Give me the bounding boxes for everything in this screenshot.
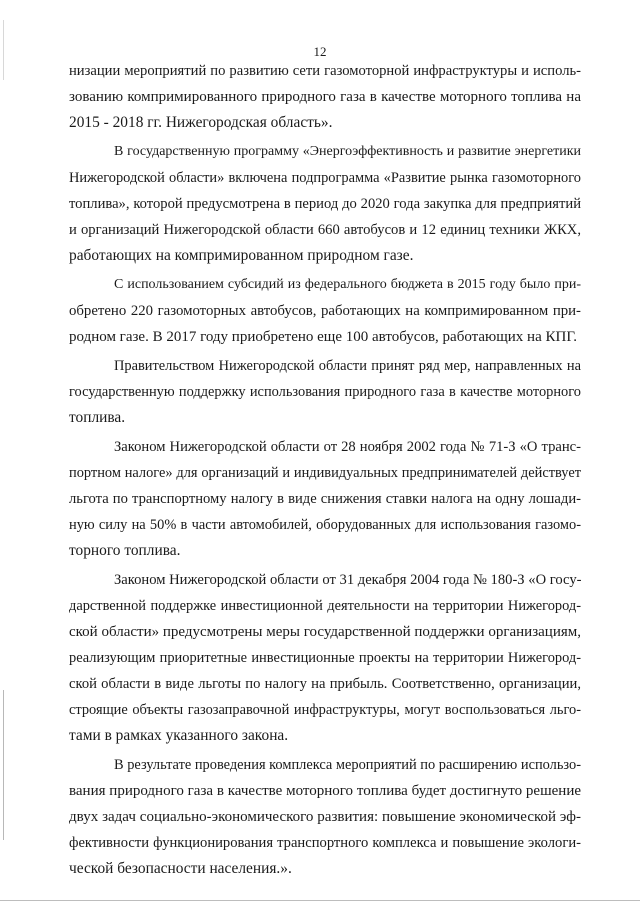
- text-line: зованию компримированного природного газа в качестве моторного топлива на: [69, 89, 581, 105]
- text-line: топлива.: [69, 409, 126, 426]
- text-line: двух задач социально-экономического развития: повышение экономической эф-: [69, 809, 581, 825]
- text-line: ную силу на 50% в части автомобилей, оборудованных для использования газомо-: [69, 517, 581, 533]
- text-line: Правительством Нижегородской области принят ряд мер, направленных на: [114, 358, 581, 374]
- text-line: Нижегородской области» включена подпрограмма «Развитие рынка газомоторного: [69, 170, 581, 186]
- text-line: С использованием субсидий из федерального бюджета в 2015 году было при-: [114, 277, 581, 292]
- paragraph-3: [69, 272, 581, 350]
- page-number: 12: [313, 44, 327, 59]
- text-line: ской области» предусмотрены меры государственной поддержки организациям,: [69, 624, 581, 640]
- text-line: государственную поддержку использования природного газа в качестве моторного: [69, 384, 581, 400]
- text-line: В результате проведения комплекса мероприятий по расширению использо-: [114, 757, 582, 773]
- paragraph-5: [69, 434, 581, 564]
- page-bottom-edge: [0, 900, 640, 901]
- text-line: тами в рамках указанного закона.: [69, 727, 289, 744]
- text-line: работающих на компримированном природном газе.: [69, 247, 414, 264]
- text-line: портном налоге» для организаций и индивидуальных предпринимателей действует: [69, 465, 581, 481]
- text-line: Законом Нижегородской области от 28 ноября 2002 года № 71-З «О транс-: [114, 439, 581, 455]
- text-line: фективности функционирования транспортного комплекса и повышение экологи-: [69, 835, 581, 851]
- paragraph-4: [69, 353, 581, 431]
- paragraph-7: [69, 752, 581, 882]
- text-line: обретено 220 газомоторных автобусов, работающих на компримированном при-: [69, 303, 581, 319]
- text-line: реализующим приоритетные инвестиционные проекты на территории Нижегород-: [69, 650, 581, 666]
- text-line: и организаций Нижегородской области 660 автобусов и 12 единиц техники ЖКХ,: [69, 222, 581, 238]
- text-line: В государственную программу «Энергоэффективность и развитие энергетики: [114, 144, 581, 159]
- text-line: вания природного газа в качестве моторного топлива будет достигнуто решение: [69, 783, 581, 799]
- scan-edge-mark: [3, 690, 4, 840]
- text-line: Законом Нижегородской области от 31 декабря 2004 года № 180-З «О госу-: [114, 572, 582, 588]
- text-line: льгота по транспортному налогу в виде снижения ставки налога на одну лошади-: [69, 491, 581, 507]
- paragraph-2: [69, 139, 581, 269]
- paragraph-6: [69, 567, 581, 749]
- text-line: строящие объекты газозаправочной инфраструктуры, могут воспользоваться льго-: [69, 702, 581, 718]
- text-line: ской области в виде льготы по налогу на прибыль. Соответственно, организации,: [69, 676, 581, 692]
- text-line: топлива», которой предусмотрена в период до 2020 года закупка для предприятий: [69, 196, 581, 212]
- text-line: дарственной поддержке инвестиционной деятельности на территории Нижегород-: [69, 598, 581, 614]
- paragraph-1: [69, 58, 581, 136]
- body-text: [69, 58, 581, 885]
- text-line: низации мероприятий по развитию сети газомоторной инфраструктуры и исполь-: [69, 63, 581, 79]
- text-line: ческой безопасности населения.».: [69, 860, 292, 877]
- text-line: родном газе. В 2017 году приобретено еще 100 автобусов, работающих на КПГ.: [69, 329, 578, 345]
- text-line: торного топлива.: [69, 542, 181, 559]
- text-line: 2015 - 2018 гг. Нижегородская область».: [69, 114, 333, 131]
